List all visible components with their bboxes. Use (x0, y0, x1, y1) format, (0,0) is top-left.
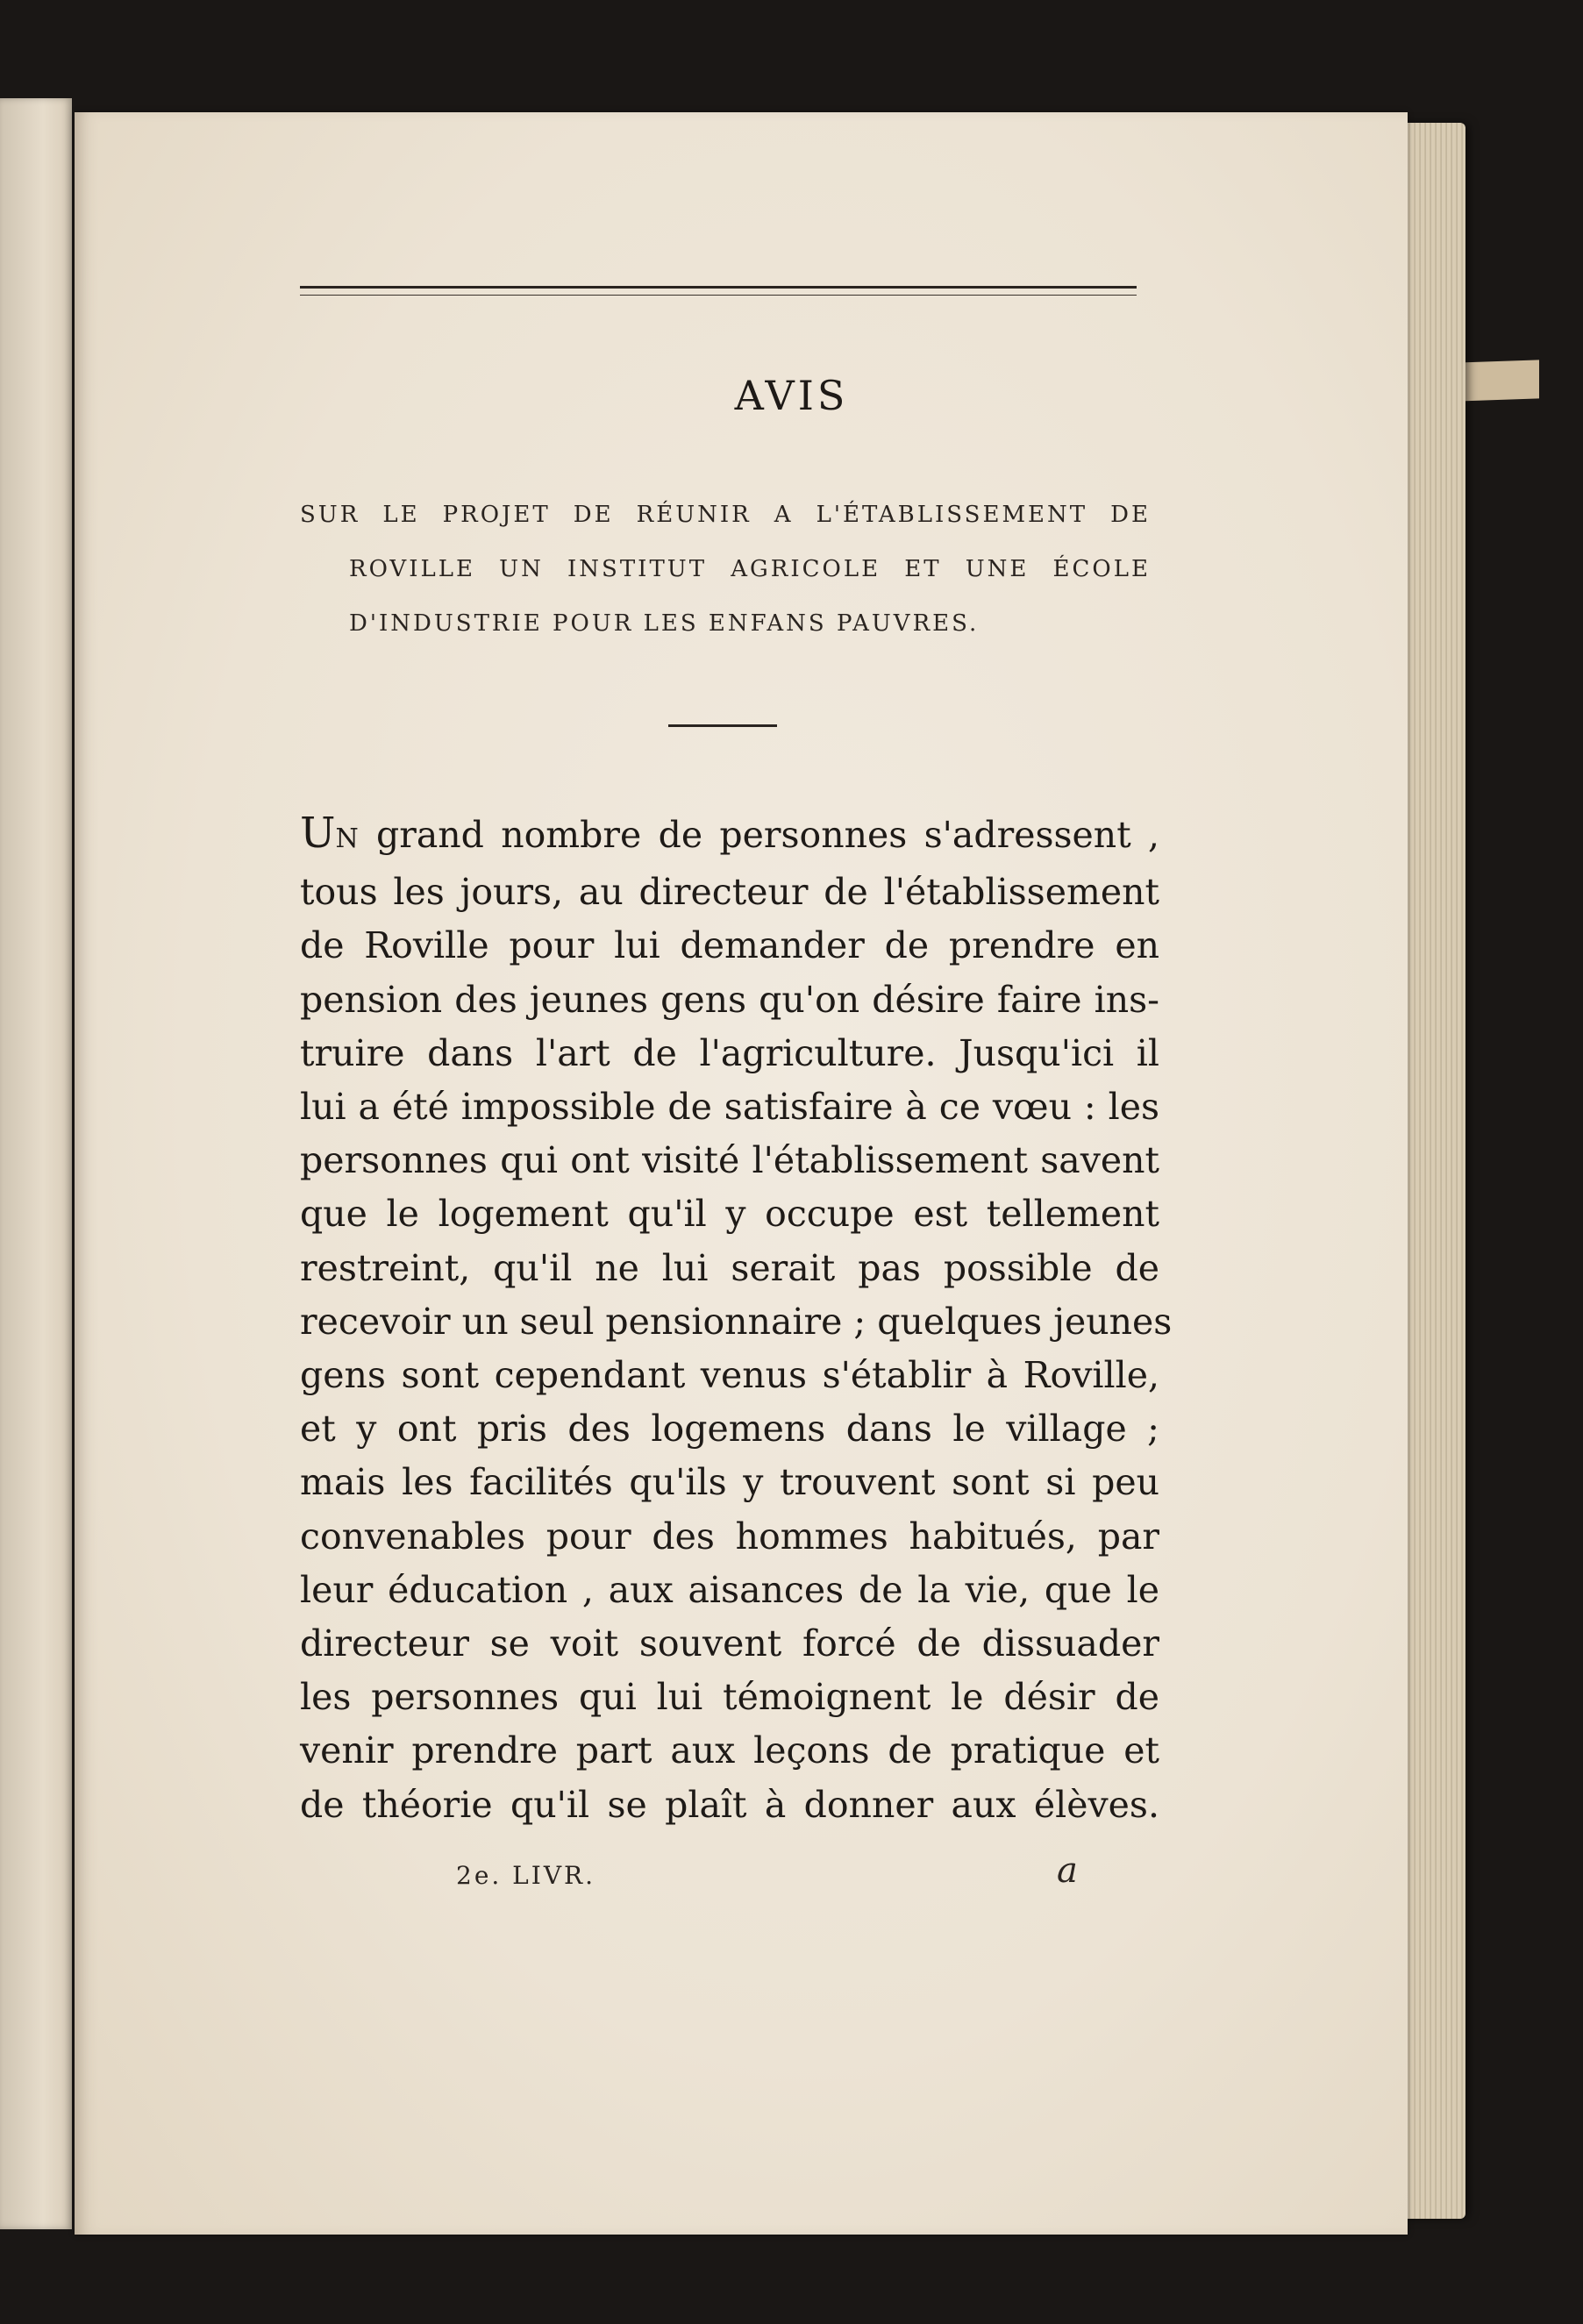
top-rule (300, 286, 1137, 289)
body-line: de théorie qu'il se plaît à donner aux élèves. (300, 1783, 1159, 1826)
signature-mark: 2e. LIVR. (456, 1861, 596, 1890)
body-line: recevoir un seul pensionnaire ; quelques jeunes (300, 1300, 1173, 1343)
body-line: et y ont pris des logemens dans le village ; (300, 1408, 1159, 1451)
subtitle-line: ROVILLE UN INSTITUT AGRICOLE ET UNE ÉCOLE (349, 556, 1151, 582)
body-line: truire dans l'art de l'agriculture. Jusqu'ici il (300, 1031, 1159, 1074)
body-line: personnes qui ont visité l'établissement savent (300, 1139, 1159, 1182)
body-line: venir prendre part aux leçons de pratique et (300, 1729, 1159, 1772)
body-line: les personnes qui lui témoignent le désir de (300, 1676, 1159, 1719)
body-line: tous les jours, au directeur de l'établissement (300, 871, 1159, 914)
body-line: grand nombre de personnes s'adressent , (359, 814, 1159, 856)
body-line: gens sont cependant venus s'établir à Roville, (300, 1354, 1159, 1397)
body-line: leur éducation , aux aisances de la vie, que le (300, 1568, 1159, 1611)
subtitle-line: D'INDUSTRIE POUR LES ENFANS PAUVRES. (349, 610, 980, 637)
body-line: restreint, qu'il ne lui serait pas possible de (300, 1246, 1159, 1289)
body-line: convenables pour des hommes habitués, par (300, 1515, 1159, 1558)
body-line: pension des jeunes gens qu'on désire faire ins- (300, 978, 1159, 1021)
gathering-mark: a (1057, 1850, 1078, 1891)
body-line-first (300, 807, 1159, 866)
page-title: AVIS (734, 372, 849, 419)
small-cap: N (335, 823, 360, 854)
drop-cap: U (300, 809, 336, 858)
subtitle-line: SUR LE PROJET DE RÉUNIR A L'ÉTABLISSEMENT DE (300, 502, 1151, 528)
body-line: de Roville pour lui demander de prendre en (300, 924, 1159, 967)
section-divider (668, 724, 777, 727)
subtitle (300, 488, 1151, 651)
body-line: lui a été impossible de satisfaire à ce vœu : les (300, 1086, 1159, 1129)
body-line: directeur se voit souvent forcé de dissuader (300, 1622, 1159, 1665)
body-line: que le logement qu'il y occupe est tellement (300, 1193, 1159, 1236)
top-rule-thin (300, 295, 1137, 296)
body-line: mais les facilités qu'ils y trouvent sont si peu (300, 1461, 1159, 1504)
body-text (300, 807, 1173, 1832)
